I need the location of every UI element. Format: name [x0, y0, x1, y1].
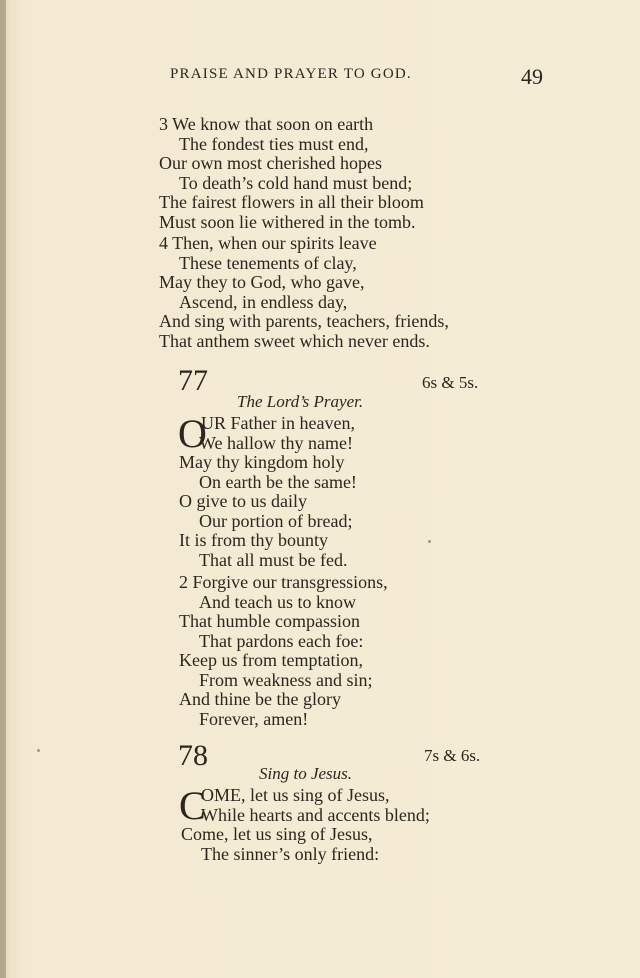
verse-line: From weakness and sin; [199, 669, 373, 690]
hymn-77-meter: 6s & 5s. [422, 373, 479, 392]
hymn-77-title: The Lord’s Prayer. [237, 392, 364, 411]
verse-line: O give to us daily [179, 491, 307, 511]
verse-line: Our portion of bread; [199, 510, 353, 531]
verse-line: 2 Forgive our transgressions, [179, 572, 388, 592]
verse-line: That anthem sweet which never ends. [159, 330, 430, 351]
hymn-78-first-line: OME, let us sing of Jesus, [201, 785, 390, 805]
verse-line: While hearts and accents blend; [201, 804, 430, 825]
verse-line: The fairest flowers in all their bloom [159, 192, 424, 212]
hymn-78-drop-cap: C [179, 783, 206, 828]
hymn-78-title: Sing to Jesus. [259, 764, 353, 783]
verse-line: That pardons each foe: [199, 630, 364, 651]
verse-line: These tenements of clay, [179, 252, 357, 273]
verse-line: May they to God, who gave, [159, 272, 365, 292]
verse-line: And sing with parents, teachers, friends, [159, 311, 449, 331]
stanza-3 [159, 115, 424, 232]
verse-line: 4 Then, when our spirits leave [159, 233, 377, 253]
hymn-78-stanza-1 [179, 783, 430, 864]
verse-line: To death’s cold hand must bend; [179, 172, 413, 193]
verse-line: And thine be the glory [179, 689, 341, 709]
verse-line: The fondest ties must end, [179, 133, 369, 154]
verse-line: Our own most cherished hopes [159, 153, 382, 173]
stanza-4 [159, 234, 449, 351]
verse-line: May thy kingdom holy [179, 452, 345, 472]
verse-line: Come, let us sing of Jesus, [181, 824, 373, 844]
paper-speck [37, 749, 40, 752]
verse-line: And teach us to know [199, 591, 356, 612]
verse-line: 3 We know that soon on earth [159, 114, 374, 134]
paper-speck [428, 540, 431, 543]
running-title: PRAISE AND PRAYER TO GOD. [170, 66, 412, 82]
verse-line: The sinner’s only friend: [201, 843, 380, 864]
hymn-number-77: 77 [178, 364, 208, 397]
page-binding-edge [0, 0, 6, 978]
verse-line: Forever, amen! [199, 708, 309, 729]
hymn-77-first-line: UR Father in heaven, [201, 413, 355, 433]
hymn-77-stanza-1 [178, 411, 357, 570]
hymn-77-stanza-2 [179, 573, 388, 729]
page-number: 49 [521, 64, 543, 89]
verse-line: That all must be fed. [199, 549, 348, 570]
verse-line: Must soon lie withered in the tomb. [159, 211, 416, 232]
hymn-78-meter: 7s & 6s. [424, 746, 481, 765]
verse-line: Ascend, in endless day, [179, 291, 348, 312]
hymn-77-drop-cap: O [178, 411, 207, 456]
verse-line: It is from thy bounty [179, 530, 328, 550]
verse-line: That humble compassion [179, 611, 360, 631]
verse-line: We hallow thy name! [199, 432, 354, 453]
verse-line: On earth be the same! [199, 471, 357, 492]
hymn-number-78: 78 [178, 739, 208, 772]
verse-line: Keep us from temptation, [179, 650, 363, 670]
